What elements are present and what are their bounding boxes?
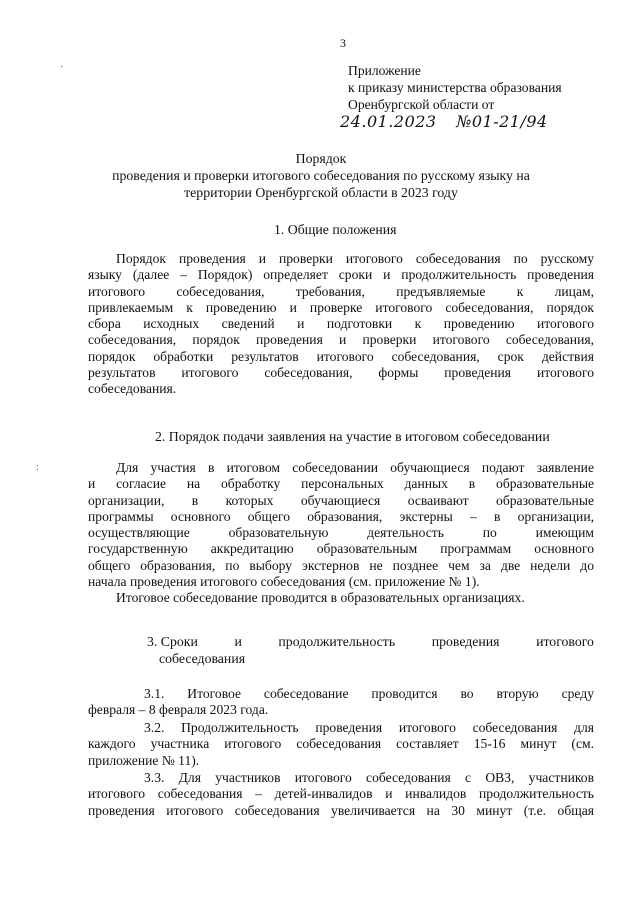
- text-line: 3.2. Продолжительность проведения итогового собеседования для: [144, 720, 594, 735]
- heading-word: 3. Сроки: [147, 634, 198, 649]
- appendix-line: к приказу министерства образования: [348, 80, 562, 95]
- text-line: Для участия в итоговом собеседовании обучающиеся подают заявление: [116, 460, 594, 475]
- text-line: итогового собеседования, требования, предъявляемые к лицам,: [88, 283, 594, 299]
- text-line: проведения итогового собеседования увеличивается на 30 минут (т.е. общая: [88, 802, 594, 818]
- text-line: Порядок проведения и проверки итогового собеседования по русскому: [116, 251, 594, 266]
- heading-word: и: [234, 634, 242, 649]
- text-line: организации, в которых обучающиеся осваивают образовательные: [88, 492, 594, 508]
- section-heading-3: [147, 633, 594, 667]
- text-line: 3.3. Для участников итогового собеседования с ОВЗ, участников: [144, 770, 594, 785]
- scan-artifact-mark: :: [36, 462, 39, 473]
- text-line: языку (далее – Порядок) определяет сроки и продолжительность проведения: [88, 267, 594, 283]
- text-line: итогового собеседования – детей-инвалидов и инвалидов продолжительность: [88, 786, 594, 802]
- text-line: результатов итогового собеседования, формы проведения итогового: [88, 365, 594, 381]
- heading-word: проведения: [431, 634, 500, 649]
- appendix-block: [348, 62, 562, 113]
- text-line: собеседования, порядок проведения и проверки итогового собеседования,: [88, 332, 594, 348]
- text-line: 3.1. Итоговое собеседование проводится во вторую среду: [144, 686, 594, 701]
- paragraph-application: [88, 460, 594, 607]
- handwritten-date: 24.01.2023: [340, 112, 437, 131]
- text-line: порядок обработки результатов итогового собеседования, срок действия: [88, 348, 594, 364]
- text-line: общего образования, по выбору экстернов не позднее чем за две недели до: [88, 557, 594, 573]
- text-line: собеседования.: [88, 381, 177, 397]
- title-line: территории Оренбургской области в 2023 году: [184, 185, 458, 200]
- title-heading: Порядок: [295, 151, 347, 166]
- document-title: [96, 150, 546, 201]
- text-line: Итоговое собеседование проводится в образовательных организациях.: [116, 590, 525, 606]
- paragraph-3-2: [88, 720, 594, 769]
- section-3-line: собеседования: [159, 651, 246, 666]
- paragraph-3-3: [88, 770, 594, 819]
- heading-word: итогового: [536, 634, 594, 649]
- heading-word: продолжительность: [278, 634, 396, 649]
- paragraph-3-1: [88, 686, 594, 719]
- text-line: каждого участника итогового собеседования составляет 15-16 минут (см.: [88, 736, 594, 752]
- text-line: привлекаемым к проведению и проверке итогового собеседования, порядок: [88, 299, 594, 315]
- section-heading-1: 1. Общие положения: [274, 222, 397, 237]
- text-line: государственную аккредитацию образовательным программам основного: [88, 541, 594, 557]
- text-line: сбора исходных сведений и подготовки к проведению итогового: [88, 316, 594, 332]
- text-line: начала проведения итогового собеседования (см. приложение № 1).: [88, 574, 480, 590]
- appendix-line: Приложение: [348, 63, 421, 78]
- text-line: февраля – 8 февраля 2023 года.: [88, 702, 269, 718]
- handwritten-order-number: №01-21/94: [456, 112, 548, 131]
- page-number: 3: [340, 36, 346, 50]
- section-heading-2: 2. Порядок подачи заявления на участие в итоговом собеседовании: [155, 429, 550, 444]
- appendix-line: Оренбургской области от: [348, 97, 495, 112]
- text-line: приложение № 11).: [88, 752, 200, 768]
- paragraph-general: [88, 251, 594, 398]
- text-line: и согласие на обработку персональных данных в образовательные: [88, 476, 594, 492]
- text-line: осуществляющие образовательную деятельность по имеющим: [88, 525, 594, 541]
- section-3-line: [147, 633, 594, 650]
- handwritten-date-number: [340, 112, 548, 131]
- text-line: программы основного общего образования, экстерны – в организации,: [88, 508, 594, 524]
- scan-artifact-mark: ·: [60, 62, 64, 73]
- title-line: проведения и проверки итогового собеседования по русскому языку на: [112, 168, 530, 183]
